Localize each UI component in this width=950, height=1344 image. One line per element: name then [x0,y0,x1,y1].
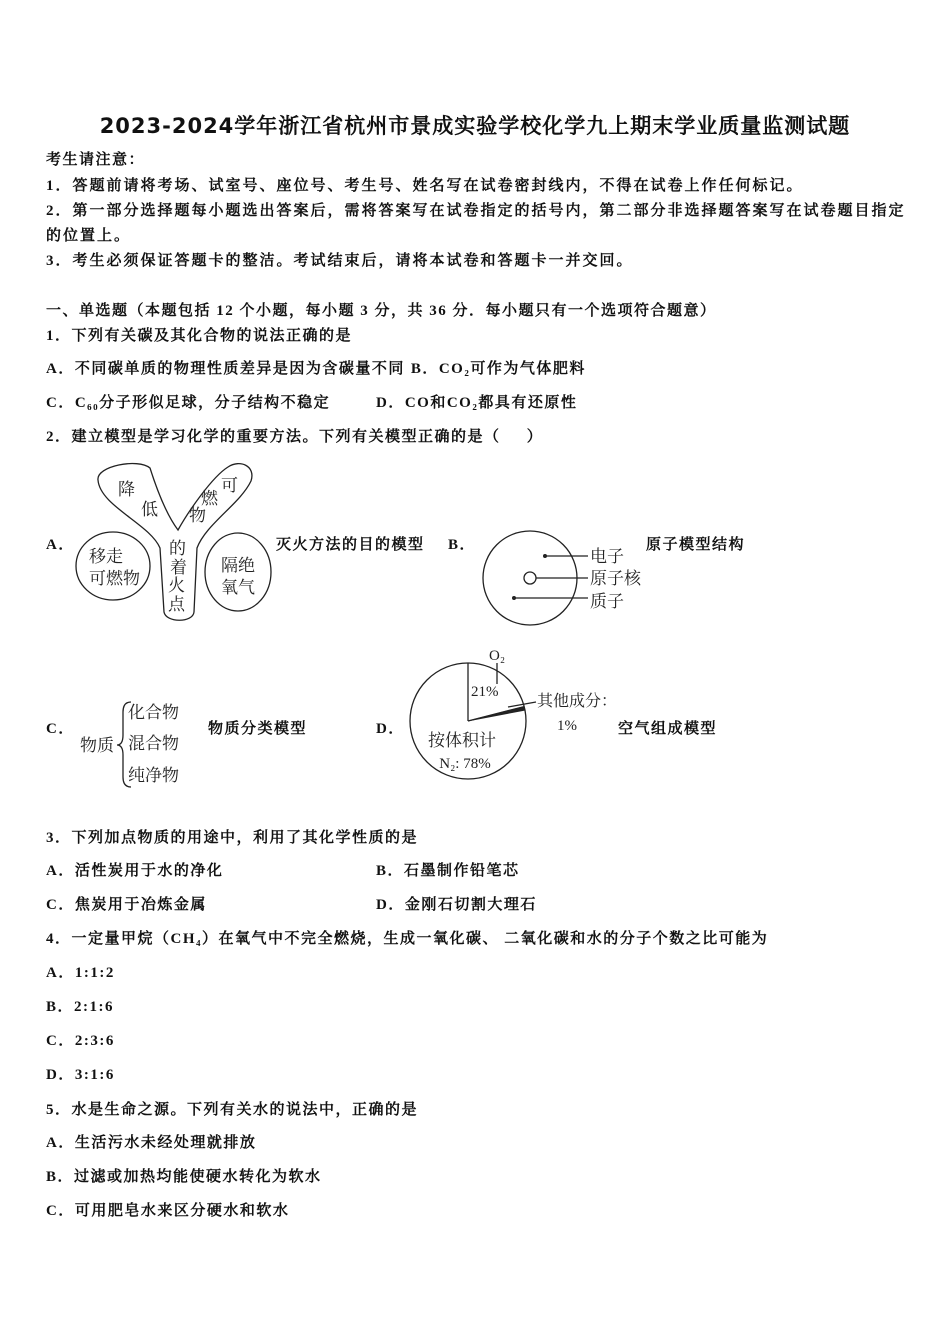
branch-mixture-label: 混合物 [128,734,179,753]
q4-option-b: B．2:1:6 [46,999,114,1015]
notice-item-1: 1．答题前请将考场、试室号、座位号、考生号、姓名写在试卷密封线内，不得在试卷上作任何标记。 [46,178,804,194]
notice-item-2-line-1: 2．第一部分选择题每小题选出答案后，需将答案写在试卷指定的括号内，第二部分非选择题答案写在试卷题目指定 [46,203,906,219]
atom-nucleus-circle [524,572,536,584]
exam-title: 2023-2024学年浙江省杭州市景成实验学校化学九上期末学业质量监测试题 [99,114,851,138]
q3-option-b: B．石墨制作铅笔芯 [376,863,520,879]
q3-option-c: C．焦炭用于冶炼金属 [46,897,207,913]
fire-model-combustible-label: 可燃物 [189,476,238,525]
n2-label: N₂: 78% [439,756,491,772]
section-heading: 一、单选题（本题包括 12 个小题，每小题 3 分，共 36 分．每小题只有一个选项符合题意） [46,303,717,319]
other-leader-line [508,702,536,707]
matter-classification-figure [76,695,196,790]
electron-label: 电子 [590,547,624,566]
fire-model-remove-object-label: 可燃物 [89,569,140,588]
q1-options-row-1 [46,359,586,379]
nucleus-label: 原子核 [590,569,641,588]
proton-label: 质子 [590,592,624,611]
q4-option-a: A．1:1:2 [46,965,115,981]
other-percent-label: 1% [557,718,577,734]
fire-model-oxygen-label: 氧气 [221,578,255,597]
by-volume-label: 按体积计 [428,731,496,750]
o2-label: O₂ [489,648,506,664]
q5-option-c: C．可用肥皂水来区分硬水和软水 [46,1203,290,1219]
atom-model-figure [478,528,646,628]
branch-pure-substance-label: 纯净物 [128,766,179,785]
q2-option-d-caption: 空气组成模型 [618,721,718,737]
q2-option-c-letter: C． [46,721,75,737]
pie-slice-other [468,707,525,721]
q4-option-d: D．3:1:6 [46,1067,115,1083]
q5-stem: 5．水是生命之源。下列有关水的说法中，正确的是 [46,1102,419,1118]
q3-option-a: A．活性炭用于水的净化 [46,863,224,879]
q1-stem: 1．下列有关碳及其化合物的说法正确的是 [46,328,353,344]
q2-option-a-letter: A． [46,537,75,553]
fire-model-lower-label: 降低 [118,480,158,519]
q2-option-c-caption: 物质分类模型 [208,721,308,737]
q2-option-a-caption: 灭火方法的目的模型 [276,537,425,553]
q2-stem: 2．建立模型是学习化学的重要方法。下列有关模型正确的是（ ） [46,429,544,445]
o2-percent-label: 21% [471,684,499,700]
q1-option-a: A．不同碳单质的物理性质差异是因为含碳量不同 [46,361,405,377]
air-composition-pie-figure [405,640,617,785]
q1-option-b: B．CO₂可作为气体肥料 [410,361,586,377]
notice-item-2-line-2: 的位置上。 [46,228,132,244]
other-components-label: 其他成分： [537,693,618,710]
branch-compound-label: 化合物 [128,703,179,722]
q4-option-c: C．2:3:6 [46,1033,115,1049]
notice-heading: 考生请注意： [46,152,146,168]
fire-model-remove-label: 移走 [89,547,123,566]
q3-option-d: D．金刚石切割大理石 [376,897,537,913]
q5-option-a: A．生活污水未经处理就排放 [46,1135,257,1151]
fire-model-ignition-point-label: 的着火点 [168,539,187,614]
q2-option-b-letter: B． [448,537,477,553]
q3-stem: 3．下列加点物质的用途中，利用了其化学性质的是 [46,830,419,846]
fire-model-isolate-label: 隔绝 [221,556,255,575]
q2-option-d-letter: D． [376,721,405,737]
fire-model-left-oval [76,532,150,600]
q4-stem: 4．一定量甲烷（CH₄）在氧气中不完全燃烧，生成一氧化碳、 二氧化碳和水的分子个数之比可能为 [46,931,769,947]
q5-option-b: B．过滤或加热均能使硬水转化为软水 [46,1169,322,1185]
q1-option-c: C．C₆₀分子形似足球，分子结构不稳定 [46,395,331,411]
q2-option-b-caption: 原子模型结构 [646,537,746,553]
q1-option-d: D．CO和CO₂都具有还原性 [376,395,578,411]
fire-extinguishing-model-figure [70,455,275,627]
notice-item-3: 3．考生必须保证答题卡的整洁。考试结束后，请将本试卷和答题卡一并交回。 [46,253,634,269]
matter-root-label: 物质 [80,736,114,755]
